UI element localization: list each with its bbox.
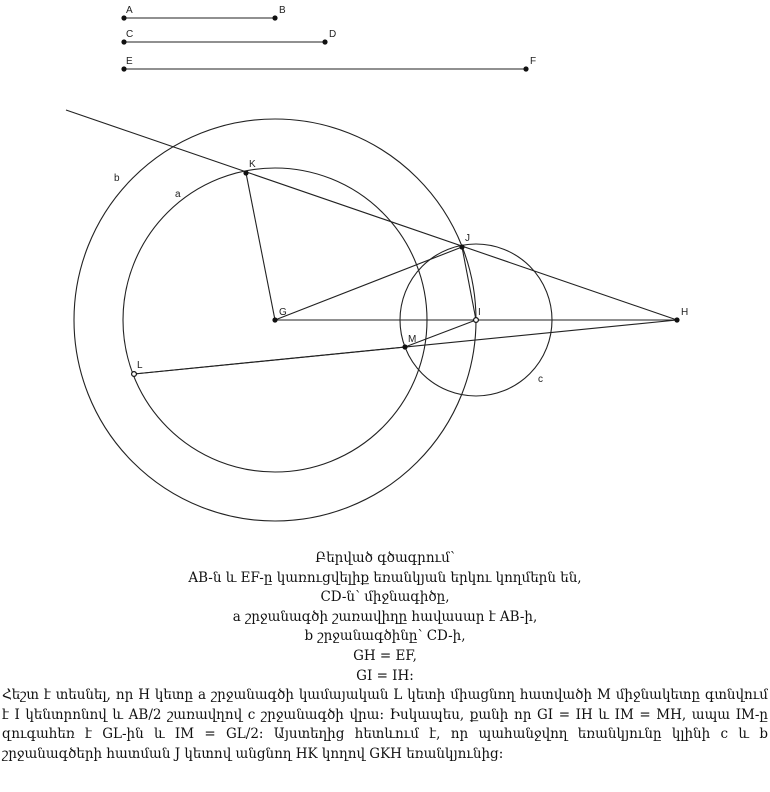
point-i xyxy=(474,318,479,323)
caption-line-median: CD-ն՝ միջնագիծը, xyxy=(320,589,450,606)
point-f xyxy=(523,66,528,71)
caption-paragraph: Հեշտ է տեսնել, որ H կետը a շրջանագծի կամայական L կետի միացնող հատվածի M միջնակետը գտնվում է I կենտրոնով և AB/2 շառավղով c շրջանագծի վրա: Իսկապես, քանի որ GI = IH և IM = MH, ապա IM-ը զուգահեռ է GL-ին և IM = GL/2: Այստեղից հետևում է, որ պահանջվող եռանկյունը կլինի c և b շրջանագծերի հատման J կետով անցնող HK կողով GKH եռանկյունից: xyxy=(2,687,768,762)
label-circle-a: a xyxy=(175,189,181,200)
point-k xyxy=(243,170,248,175)
point-e xyxy=(121,66,126,71)
label-f: F xyxy=(530,56,537,67)
label-c: C xyxy=(126,29,134,40)
point-h xyxy=(674,317,679,322)
point-j xyxy=(459,244,464,249)
label-a: A xyxy=(126,5,133,16)
label-k: K xyxy=(249,159,256,170)
segment-ij xyxy=(462,247,476,320)
point-l xyxy=(132,372,137,377)
label-circle-c: c xyxy=(538,374,543,385)
line-hk-extended xyxy=(66,110,677,320)
label-g: G xyxy=(279,307,287,318)
caption xyxy=(0,549,770,765)
point-m xyxy=(402,344,407,349)
label-circle-b: b xyxy=(114,173,120,184)
caption-line-radius-a: a շրջանագծի շառավիղը հավասար է AB-ի, xyxy=(232,608,538,625)
label-h: H xyxy=(681,307,689,318)
label-i: I xyxy=(478,307,481,318)
point-c xyxy=(121,39,126,44)
segment-lm xyxy=(134,347,405,374)
caption-line-radius-b: b շրջանագծինը՝ CD-ի, xyxy=(304,628,466,645)
label-m: M xyxy=(408,334,417,345)
caption-line-gi: GI = IH: xyxy=(356,667,414,684)
label-d: D xyxy=(329,29,337,40)
segment-gk xyxy=(246,173,275,320)
point-g xyxy=(272,317,277,322)
caption-line-intro: Բերված գծագրում՝ xyxy=(315,550,455,566)
point-d xyxy=(322,39,327,44)
label-j: J xyxy=(465,233,470,244)
label-e: E xyxy=(126,56,133,67)
point-a xyxy=(121,15,126,20)
label-b: B xyxy=(279,5,286,16)
label-l: L xyxy=(137,360,143,371)
segment-gj xyxy=(275,247,462,320)
caption-line-gh: GH = EF, xyxy=(353,647,417,664)
caption-line-sides: AB-ն և EF-ը կառուցվելիք եռանկյան երկու կողմերն են, xyxy=(188,569,582,586)
point-b xyxy=(272,15,277,20)
